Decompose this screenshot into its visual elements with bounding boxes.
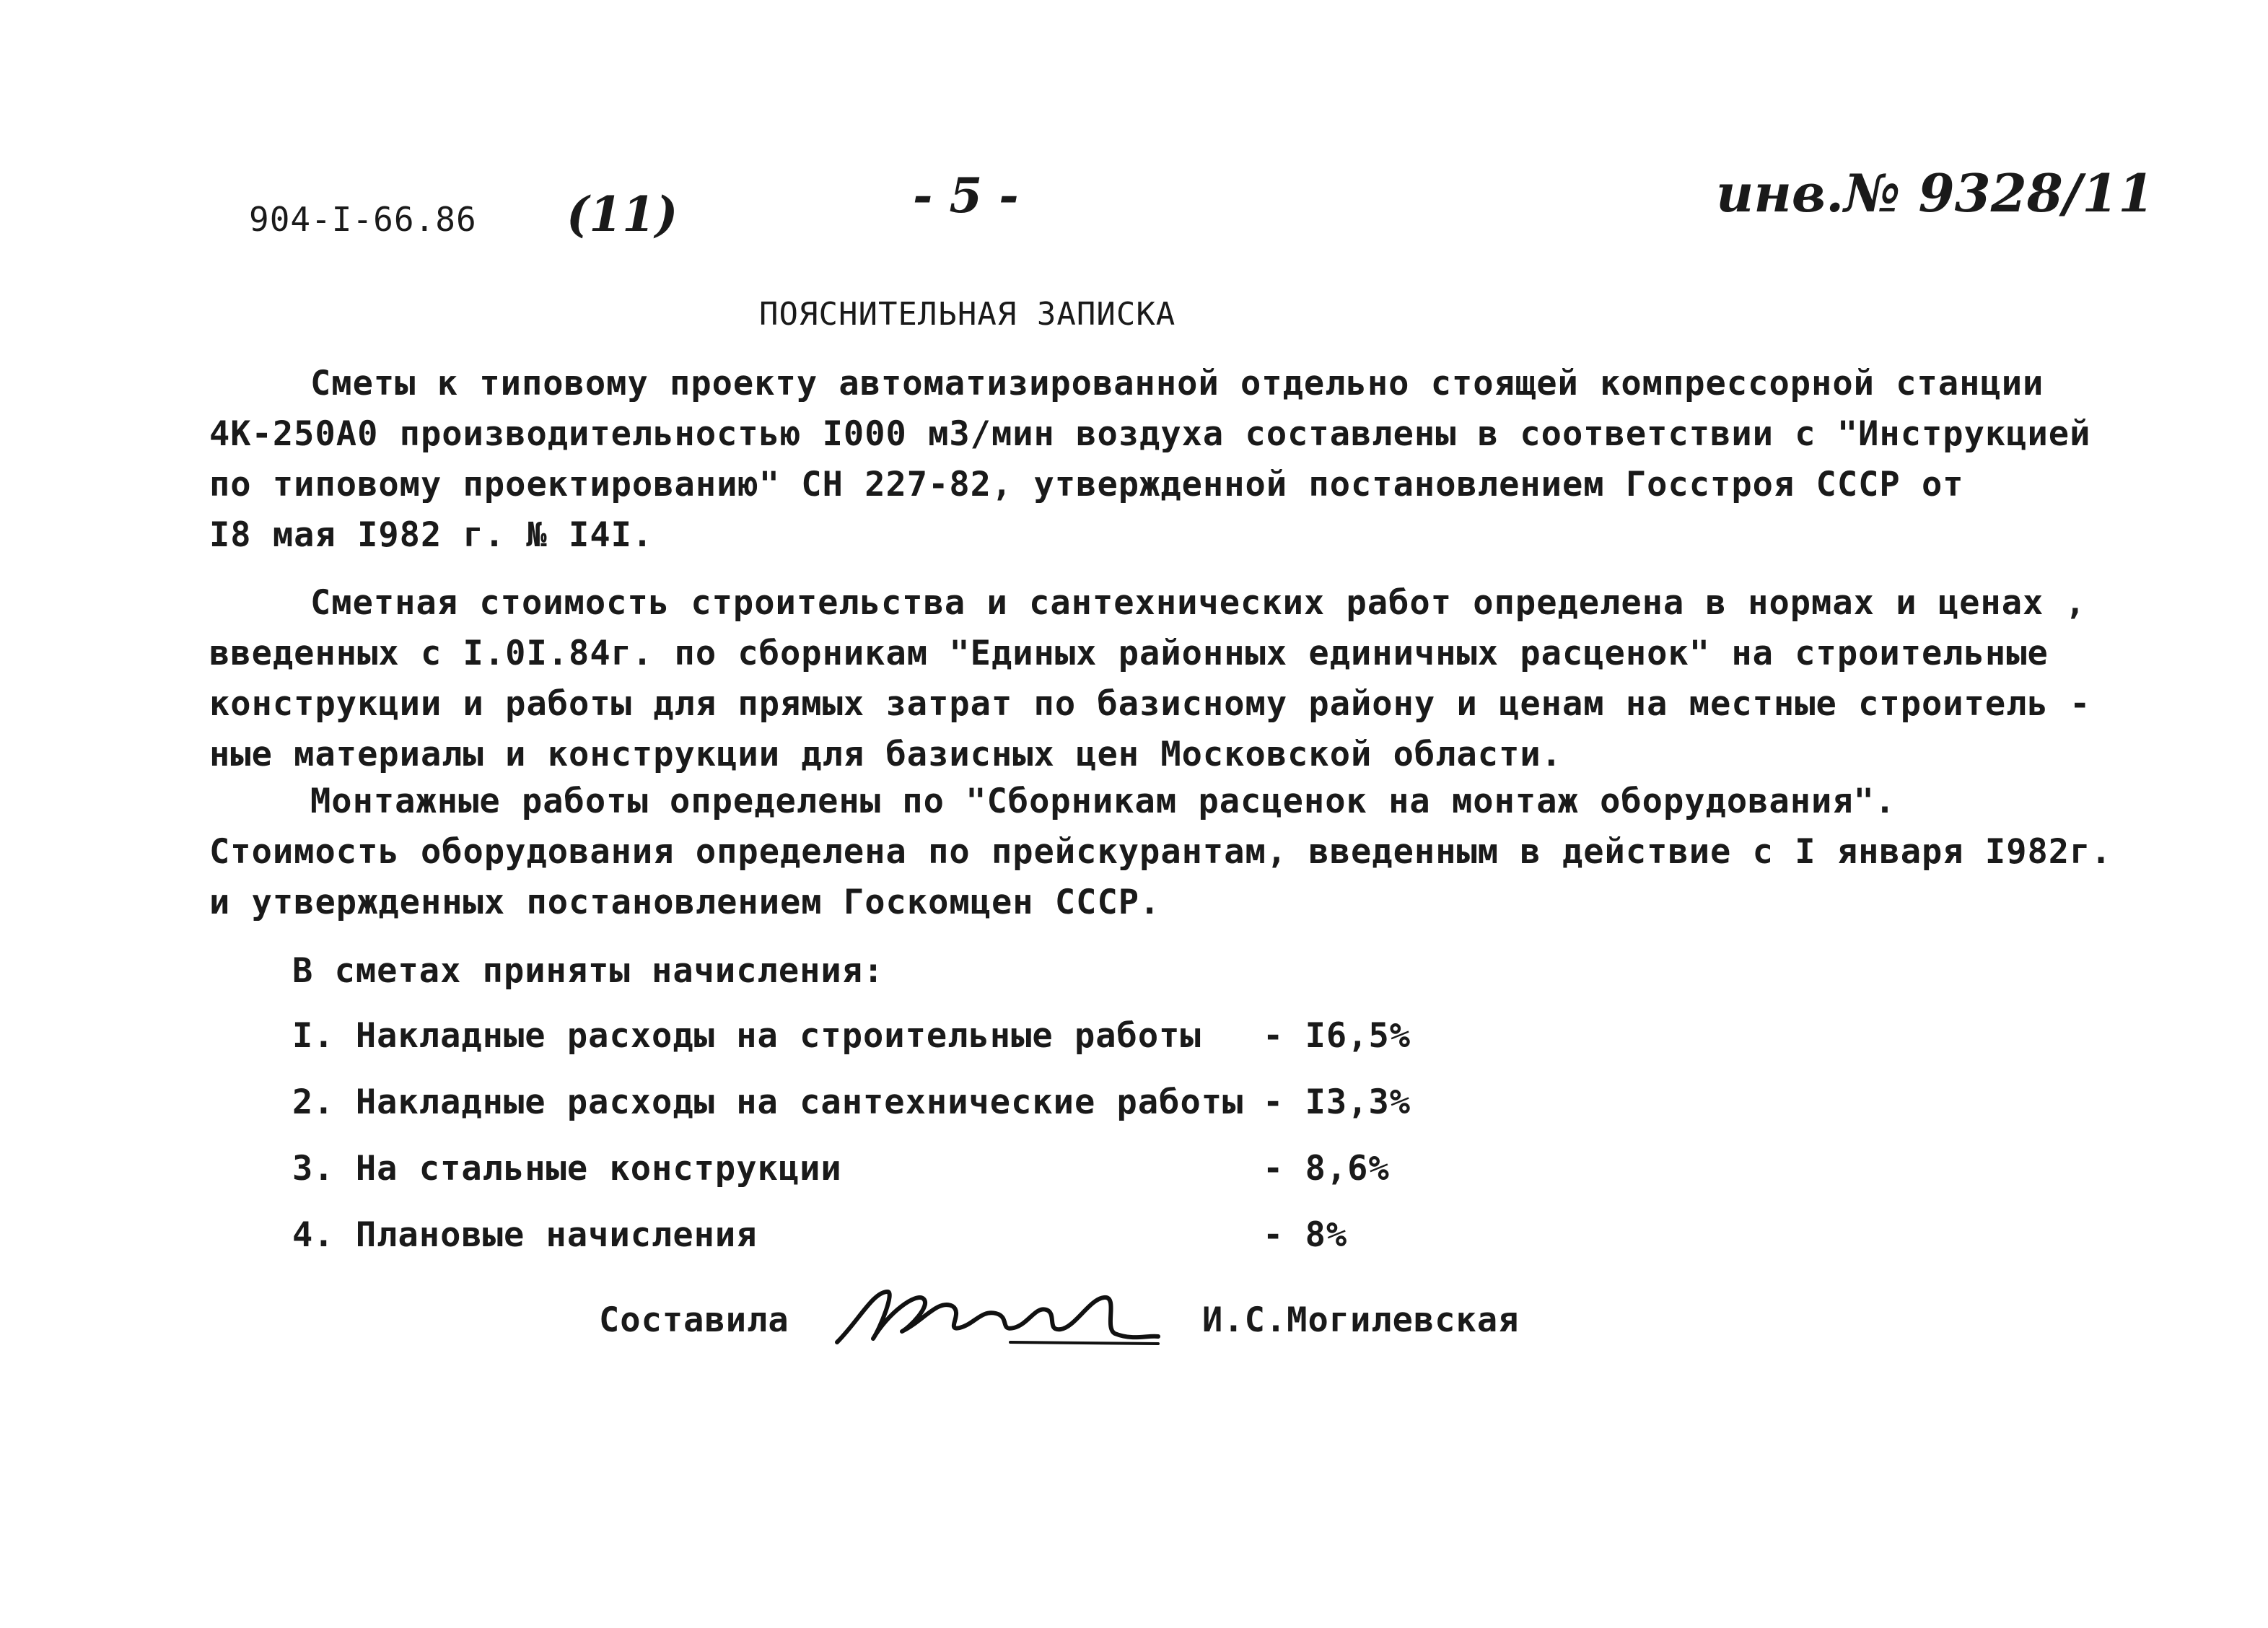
paragraph-line: 4К-250А0 производительностью I000 м3/мин воздуха составлены в соответствии с "Инструкцией xyxy=(209,414,2091,454)
paragraph-line: Сметы к типовому проекту автоматизированной отдельно стоящей компрессорной станции xyxy=(310,364,2044,403)
paragraph-line: Стоимость оборудования определена по прейскурантам, введенным в действие с I января I982г. xyxy=(209,832,2112,872)
paragraph-line: Сметная стоимость строительства и сантехнических работ определена в нормах и ценах , xyxy=(310,583,2086,623)
document-code: 904-I-66.86 xyxy=(249,200,477,239)
paragraph-intro xyxy=(209,364,2091,566)
charge-label: 3. На стальные конструкции xyxy=(292,1149,842,1189)
paragraph-line: и утвержденных постановлением Госкомцен СССР. xyxy=(209,883,1161,922)
paragraph-line: по типовому проектированию" СН 227-82, утвержденной постановлением Госстроя СССР от xyxy=(209,465,1964,504)
charge-label: 2. Накладные расходы на сантехнические работы xyxy=(292,1082,1244,1122)
charge-value: - I6,5% xyxy=(1263,1016,1411,1056)
signature-name: И.С.Могилевская xyxy=(1202,1300,1520,1340)
charge-value: - I3,3% xyxy=(1263,1082,1411,1122)
charge-value: - 8% xyxy=(1263,1215,1348,1255)
paragraph-line: ные материалы и конструкции для базисных цен Московской области. xyxy=(209,735,1562,774)
charge-value: - 8,6% xyxy=(1263,1149,1390,1189)
document-title: ПОЯСНИТЕЛЬНАЯ ЗАПИСКА xyxy=(759,296,1176,333)
charges-intro: В сметах приняты начисления: xyxy=(292,951,885,991)
inventory-number-handwritten: инв.№ 9328/11 xyxy=(1716,162,2155,224)
paragraph-line: конструкции и работы для прямых затрат по базисному району и ценам на местные строитель - xyxy=(209,684,2091,724)
sheet-number-handwritten: (11) xyxy=(566,186,678,242)
paragraph-line: Монтажные работы определены по "Сборникам расценок на монтаж оборудования". xyxy=(310,782,1896,821)
paragraph-installation xyxy=(209,782,2112,933)
charge-label: I. Накладные расходы на строительные работы xyxy=(292,1016,1201,1056)
paragraph-line: I8 мая I982 г. № I4I. xyxy=(209,515,654,555)
charge-label: 4. Плановые начисления xyxy=(292,1215,758,1255)
paragraph-line: введенных с I.0I.84г. по сборникам "Единых районных единичных расценок" на строительные xyxy=(209,634,2049,673)
signature-prefix: Составила xyxy=(599,1300,789,1340)
handwritten-signature xyxy=(830,1277,1162,1357)
paragraph-cost xyxy=(209,583,2091,785)
page-number: - 5 - xyxy=(913,167,1019,224)
charges-list xyxy=(292,1016,1447,1261)
